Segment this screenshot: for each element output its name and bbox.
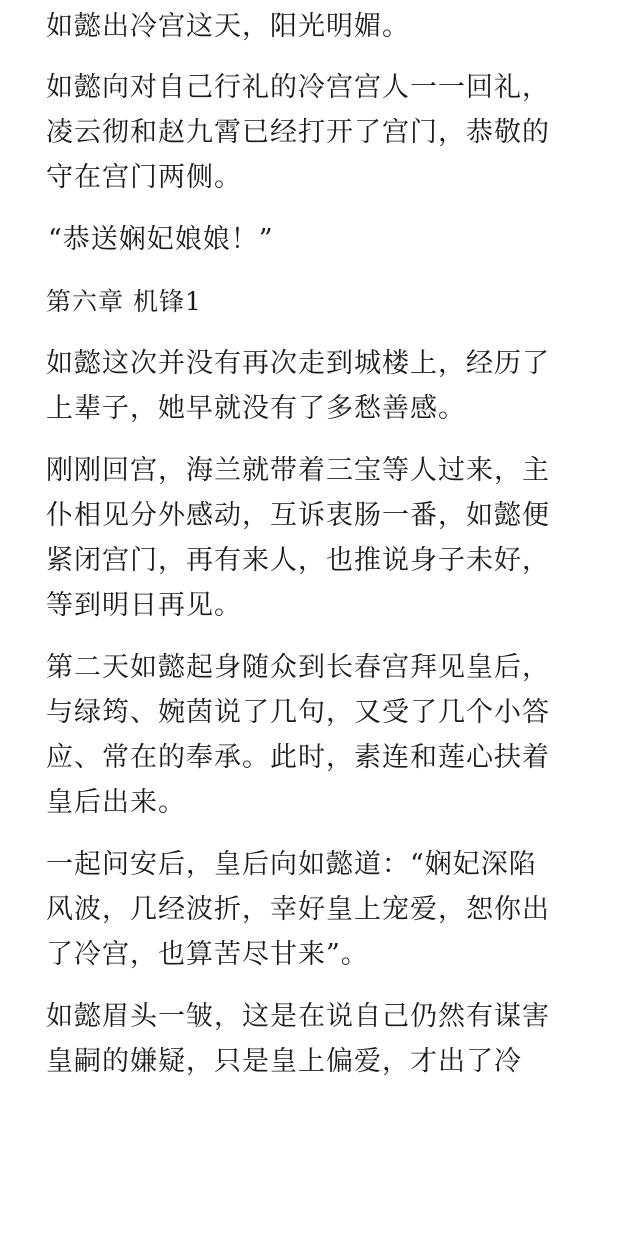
chapter-heading <box>46 279 620 324</box>
paragraph-6 <box>46 448 620 628</box>
text-line: 皇嗣的嫌疑，只是皇上偏爱，才出了冷 <box>46 1046 522 1077</box>
text-line: 风波，几经波折，幸好皇上宠爱，恕你出 <box>46 894 550 925</box>
text-line: 一起问安后，皇后向如懿道：“娴妃深陷 <box>46 849 537 880</box>
text-line: 应、常在的奉承。此时，素连和莲心扶着 <box>46 742 550 773</box>
paragraph-8 <box>46 842 620 977</box>
text-line: 皇后出来。 <box>46 787 186 818</box>
text-line: 紧闭宫门，再有来人，也推说身子未好， <box>46 545 550 576</box>
text-line: 上辈子，她早就没有了多愁善感。 <box>46 393 466 424</box>
text-line: 凌云彻和赵九霄已经打开了宫门，恭敬的 <box>46 117 550 148</box>
text-line: 第二天如懿起身随众到长春宫拜见皇后， <box>46 652 550 683</box>
paragraph-quote <box>48 217 620 262</box>
text-line: 如懿出冷宫这天，阳光明媚。 <box>46 11 410 42</box>
text-line: 如懿眉头一皱，这是在说自己仍然有谋害 <box>46 1001 550 1032</box>
text-line: 如懿这次并没有再次走到城楼上，经历了 <box>46 348 550 379</box>
text-line: 等到明日再见。 <box>46 590 242 621</box>
chapter-title: 第六章 机锋1 <box>46 287 202 316</box>
text-line: 守在宫门两侧。 <box>46 162 242 193</box>
text-line: “恭送娴妃娘娘！” <box>48 224 274 255</box>
paragraph-5 <box>46 341 620 431</box>
paragraph-2 <box>46 65 620 200</box>
paragraph-1 <box>46 4 620 49</box>
text-line: 了冷宫，也算苦尽甘来”。 <box>46 939 369 970</box>
paragraph-9 <box>46 994 620 1084</box>
text-line: 如懿向对自己行礼的冷宫宫人一一回礼， <box>46 72 550 103</box>
text-line: 仆相见分外感动，互诉衷肠一番，如懿便 <box>46 500 550 531</box>
text-line: 刚刚回宫，海兰就带着三宝等人过来，主 <box>46 455 550 486</box>
text-line: 与绿筠、婉茵说了几句，又受了几个小答 <box>46 697 550 728</box>
paragraph-7 <box>46 645 620 825</box>
